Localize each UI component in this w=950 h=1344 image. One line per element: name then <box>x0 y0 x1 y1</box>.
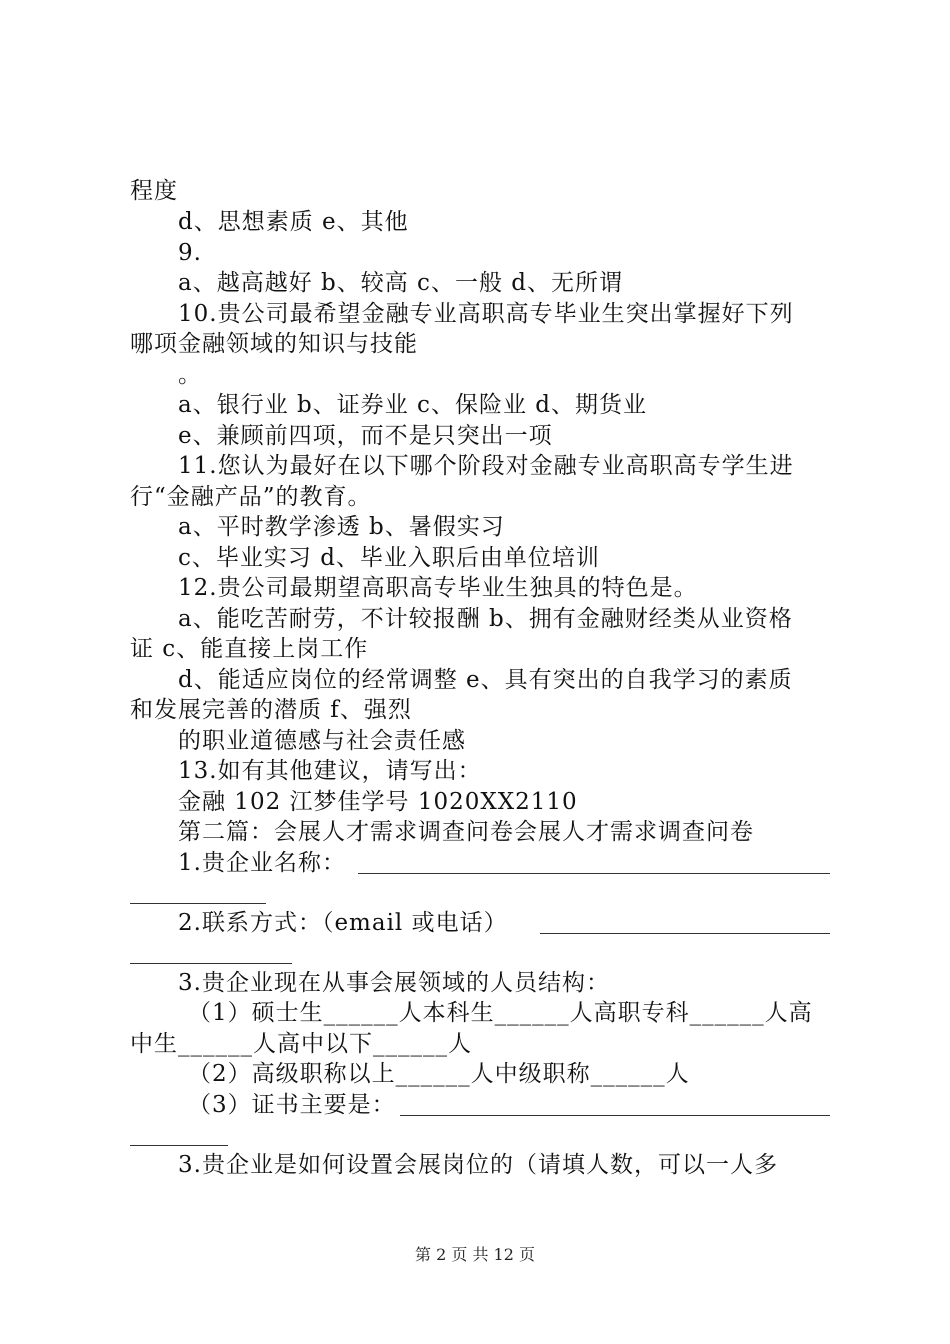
text-line: 和发展完善的潜质 f、强烈 <box>130 697 412 723</box>
text-line: a、平时教学渗透 b、暑假实习 <box>178 514 505 540</box>
text-line: 行“金融产品”的教育。 <box>130 484 372 510</box>
text-line: 证 c、能直接上岗工作 <box>130 636 369 662</box>
text-line: 的职业道德感与社会责任感 <box>178 728 466 754</box>
contact-blank <box>540 933 830 934</box>
text-line: e、兼顾前四项，而不是只突出一项 <box>178 423 553 449</box>
text-line: c、毕业实习 d、毕业入职后由单位培训 <box>178 545 600 571</box>
text-line: a、越高越好 b、较高 c、一般 d、无所谓 <box>178 270 623 296</box>
contact-blank-cont <box>130 963 292 964</box>
text-line: 中生______人高中以下______人 <box>130 1031 472 1057</box>
text-line: d、能适应岗位的经常调整 e、具有突出的自我学习的素质 <box>178 667 793 693</box>
text-line: d、思想素质 e、其他 <box>178 209 409 235</box>
company-name-blank <box>358 873 830 874</box>
company-name-label: 1.贵企业名称： <box>178 850 346 876</box>
question-3-positions: 3.贵企业是如何设置会展岗位的（请填人数，可以一人多 <box>178 1152 778 1178</box>
page-footer: 第 2 页 共 12 页 <box>415 1245 535 1264</box>
certificates-blank-cont <box>130 1145 228 1146</box>
certificates-blank <box>400 1115 830 1116</box>
text-line: 。 <box>178 362 202 388</box>
text-line: a、银行业 b、证券业 c、保险业 d、期货业 <box>178 392 647 418</box>
company-name-blank-cont <box>130 903 266 904</box>
question-13: 13.如有其他建议，请写出： <box>178 758 482 784</box>
text-line: 哪项金融领域的知识与技能 <box>130 331 418 357</box>
question-10: 10.贵公司最希望金融专业高职高专毕业生突出掌握好下列 <box>178 301 794 327</box>
section-title: 第二篇：会展人才需求调查问卷会展人才需求调查问卷 <box>178 819 754 845</box>
certificates-label: （3）证书主要是： <box>188 1092 396 1118</box>
contact-label: 2.联系方式：（email 或电话） <box>178 910 508 936</box>
text-line: 9. <box>178 240 202 266</box>
text-line: 程度 <box>130 178 178 204</box>
question-11: 11.您认为最好在以下哪个阶段对金融专业高职高专学生进 <box>178 453 794 479</box>
question-12: 12.贵公司最期望高职高专毕业生独具的特色是。 <box>178 575 698 601</box>
question-3-structure: 3.贵企业现在从事会展领域的人员结构： <box>178 970 610 996</box>
text-line: （1）硕士生______人本科生______人高职专科______人高 <box>188 1000 813 1026</box>
author-line: 金融 102 江梦佳学号 1020XX2110 <box>178 789 578 815</box>
text-line: a、能吃苦耐劳，不计较报酬 b、拥有金融财经类从业资格 <box>178 606 793 632</box>
text-line: （2）高级职称以上______人中级职称______人 <box>188 1061 690 1087</box>
